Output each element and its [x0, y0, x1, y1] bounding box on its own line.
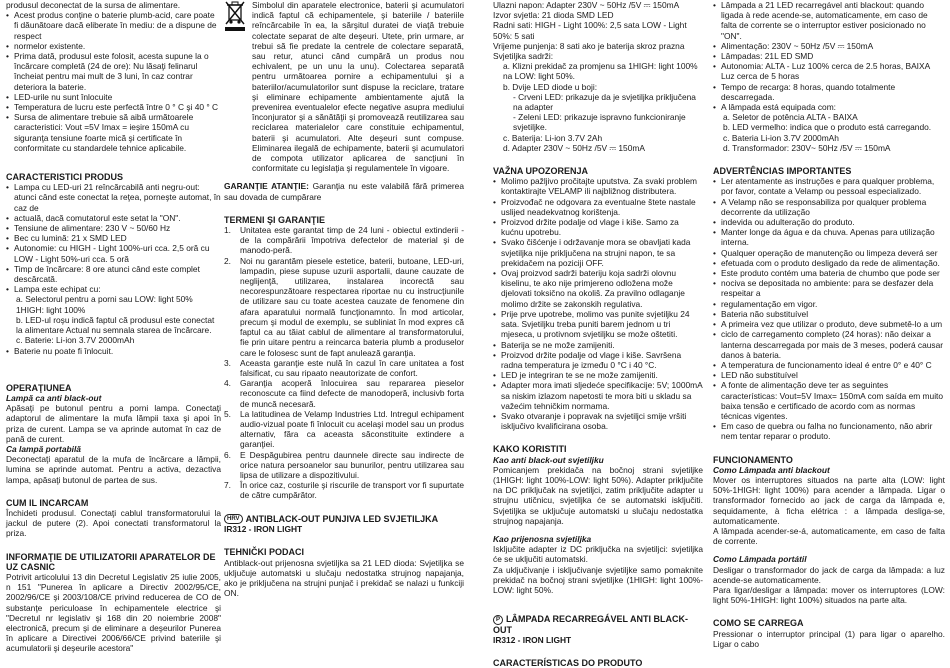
text-line: Izvor svjetla: 21 dioda SMD LED	[493, 10, 614, 21]
product-title: P LÂMPADA RECARREGÁVEL ANTI BLACK-OUT	[493, 614, 689, 635]
warnings-list	[493, 176, 703, 431]
sub-item: c. Bateria Li-ion 3.7V 2000mAh	[723, 132, 839, 143]
warranty-title: GARANŢIE ATANŢIE:	[224, 181, 309, 192]
section-heading: FUNCIONAMENTO	[713, 454, 793, 465]
list-item: • A temperatura de funcionamento ideal é entre 0° e 40° C	[713, 360, 945, 370]
specs-list	[713, 0, 945, 112]
sub-item: c. Baterija: Li-ion 3.7V 2Ah	[503, 132, 603, 143]
sub-item: b. LED vermelho: indica que o produto está carregando.	[723, 122, 932, 133]
language-badge: P	[493, 615, 503, 625]
paragraph: Desligar o transformador do jack de carga da lâmpada: a luz acende-se automaticamente.	[713, 564, 945, 585]
list-item: • Lampa este echipat cu:	[6, 284, 221, 294]
list-item: • Molimo pažljivo pročitajte uputstva. Za svaki problem kontaktirajte VELAMP ili najbližnog distributera.	[493, 176, 703, 196]
list-item: • A Velamp não se responsabiliza por qualquer problema decorrente da utilização	[713, 197, 945, 217]
safety-list	[6, 10, 221, 153]
list-item: • Proizvođač ne odgovara za eventualne štete nastale uslijed neadekvatnog korištenja.	[493, 197, 703, 217]
paragraph: Închideti produsul. Conectaţi cablul transformatorului la jackul de putere (2). Apoi conectati transformatorul la priza.	[6, 507, 221, 539]
list-item: • Baterija se ne može zamijeniti.	[493, 340, 703, 350]
list-item: • Autonomia: ALTA - Luz 100% cerca de 2.5 horas, BAIXA Luz cerca de 5 horas	[713, 61, 945, 81]
list-item: • indevida ou adulteração do produto.	[713, 217, 945, 227]
list-item: • Baterie nu poate fi înlocuit.	[6, 346, 221, 356]
list-item: • Proizvod držite podalje od vlage i kiše. Samo za kućnu upotrebu.	[493, 217, 703, 237]
paragraph: Apăsaţi pe butonul pentru a porni lampa. Conectaţi adaptorul de alimentare la mufa lămpii taxa şi apoi în priza de curent. Lampa se va aprinde automat în caz de pană de curent.	[6, 403, 221, 444]
list-item: • Alimentação: 230V ~ 50Hz /5V ⎓ 150mA	[713, 41, 945, 51]
section-heading: TERMENI ŞI GARANŢIE	[224, 214, 326, 225]
specs-list	[6, 182, 221, 294]
list-item: • Ovaj proizvod sadrži bateriju koja sadrži olovnu kiselinu, te ako nije primjereno odložena može djelovati toksično na okoliš. Za pravilno odlaganje molimo držite se zakonskih regulativa.	[493, 268, 703, 309]
sub-item: - Crveni LED: prikazuje da je svjetiljka priključena na adapter	[513, 91, 696, 113]
language-badge: HRV	[224, 514, 243, 524]
sub-item: - Zeleni LED: prikazuje ispravno funkcioniranje svjetiljke.	[513, 112, 686, 133]
paragraph: Potrivit articolului 13 din Decretul Legislativ 25 iulie 2005, n 151 "Punerea în aplicare a Directiv 2002/95/CE, 2002/96/CE şi 2003/108/CE privind reducerea de CO de substanţe periculoase în echipamentele electrice şi "Decretul nr legislativ şi 168 din 20 noiembrie 2008" electronică, precum şi de eliminare a deşeurilor Punerea în aplicare a Directivei 2006/66/CE privind bateriile şi acumulatorii şi deşeurile acestora"	[6, 571, 221, 654]
section-heading: CARACTERÍSTICAS DO PRODUTO	[493, 658, 643, 668]
paragraph: Simbolul din aparatele electronice, baterii şi acumulatori indică faptul că echipamentele, şi bateriile / bateriile reîncărcabile în ea, la sărşitul duratei de viaţă trebuie colectate separat de alte deşeuri. Utete, prin urmare, ar trebui să fie predate la centrele de colectare separată, sau retur, atunci când cumpără un produs nou echivalent, pe un unu la unu). Colectarea separată pentru următoarea pornire a echipamentului şi a bateriilor/acumulatorilor sunt dispuse la reciclare, tratare şi eliminare echipamente ambientamente ajută la prevenirea eventualelor efecte negative asupra mediului înconjurator şi a sănătăţii şi promovează reutilizarea sau reciclarea materialelor care constituie echipamentul, baterii şi acumulatori. Alte deşeuri sunt compuse. Eliminarea ilegală de echipamente, baterii şi acumulatori de compota utilizator aplicarea de sancţiuni în conformitate cu legislaţia şi regulamentele în vigoare.	[252, 0, 464, 174]
text-line: Ulazni napon: Adapter 230V ~ 50Hz /5V ⎓ 150mA	[493, 0, 680, 10]
list-item: • Sursa de alimentare trebuie să aibă următoarele caracteristici: Vout =5V Imax = ieşire 150mA cu siguranţa tensiune foarte mică şi certificate în conformitate cu standardele tehnice aplicabile.	[6, 112, 221, 153]
warnings-list	[713, 176, 945, 441]
text-line: Radni sati: HIGH - Light 100%: 2,5 sata LOW - Light 50%: 5 sati	[493, 20, 687, 41]
list-item: • Tempo de recarga: 8 horas, quando totalmente descarregada.	[713, 82, 945, 102]
column-romanian-1	[6, 0, 221, 657]
warranty-text: Garanţia nu este valabilă fără primerea sau dovada de cumpărare	[224, 181, 464, 202]
column-portuguese	[713, 0, 945, 657]
list-item: • Lâmpadas: 21L ED SMD	[713, 51, 945, 61]
list-item: • Ler atentamente as instruções e para qualquer problema, por favor, contate a Velamp ou pessoal especializado.	[713, 176, 945, 196]
list-item: • Prima dată, produsul este folosit, acesta supune la o încărcare completă (24 de ore): Nu lăsaţi felinarul încheiat pentru mai mult de 3 luni, în caz contrar deteriora la baterie.	[6, 51, 221, 92]
list-item: • LED não substituível	[713, 370, 945, 380]
list-item: 4. Garanţia acoperă înlocuirea sau repararea pieselor reconoscute ca fiind defecte de manodoperă, inclusivb forta de muncă necesară.	[224, 378, 464, 409]
section-heading: OPERAŢIUNEA	[6, 382, 72, 393]
paragraph: A lâmpada acender-se-á, automaticamente, em caso de falta de corrente.	[713, 525, 945, 547]
subsection-heading: Como Lâmpada anti blackout	[713, 464, 830, 475]
list-item: 3. Aceasta garanţie este nulă în cazul în care unitatea a fost falsificat, cu sau ripaato neautorizate de confort.	[224, 357, 464, 378]
subsection-heading: Kao prijenosna svjetiljka	[493, 533, 592, 544]
list-item: 2. Noi nu garantăm piesele estetice, baterii, butoane, LED-uri, lampadin, piese supuse uzurii asportalii, daune cauzate de neglijenţă, utilizarea, instalarea incorectă sau necorespunzătoare respectarea riportae nu cu instrucţiunile de utilizare sau cu toate acestea cauzate de fenomene din afara aparatului normală funcţionamnto. În mod articolar, precum şi modul de exemplu, se subliniat în mod expres că faptul ca au tăiat cablul de alimentare al transformatorului, fie prin uitare pentru a reincarca bateria plumb a produselor care le folosesc sunt de fapt anulează garanţia.	[224, 255, 464, 358]
product-model: IR312 - IRON LIGHT	[224, 524, 303, 535]
paragraph: Pomicanjem prekidača na bočnoj strani svjetiljke (1HIGH: light 100%-LOW: light 50%). Adapter priključite na DC priključak na svjetiljci, zatim priključite adapter u strujnu utičnicu, svjetiljka će se automatski isključiti. Svjetiljka se uključuje automatski u slučaju nedostatka strujnog napajanja.	[493, 464, 703, 526]
list-item: • actuală, dacă comutatorul este setat la "ON".	[6, 213, 221, 223]
list-item: • Adapter mora imati sljedeće specifikacije: 5V; 1000mA sa niskim izlazom napetosti te mora biti u skladu sa važećim tehničkim normama.	[493, 380, 703, 411]
list-item: 1. Unitatea este garantat timp de 24 luni - obiectul extinderii - de la compărării împotriva defectelor de material şi de manodo-peră.	[224, 225, 464, 256]
list-item: • A fonte de alimentação deve ter as seguintes características: Vout=5V Imax= 150mA com saída em muito baixa tensão e certificado de acordo com as normas técnicas vigentes.	[713, 380, 945, 421]
section-heading: KAKO KORISTITI	[493, 444, 567, 455]
crossed-bin-icon	[224, 0, 246, 173]
list-item: • nociva se depositada no ambiente: para se desfazer dela respeitar a	[713, 278, 945, 298]
subsection-heading: Kao anti black-out svjetiljku	[493, 454, 604, 465]
subsection-heading: Como Lâmpada portátil	[713, 554, 807, 565]
paragraph: Isključite adapter iz DC priključka na svjetiljci: svjetiljka će se uključiti automatski.	[493, 544, 703, 565]
list-item: 5. La latitudinea de Velamp Industries Ltd. Intregul echipament audio-vizual poate fi înlocuit cu acelaşi model sau un produs alternativ, făra ca aceasta săconstituite extindere a garanţiei.	[224, 408, 464, 450]
paragraph: Antiblack-out prijenosna svjetiljka sa 21 LED dioda: Svjetiljka se uključuje automatski u slučaju nedostatka strujnog napajanja, ako je priključena na strujni punjač i prekidač se nalazi u funkciji ON.	[224, 557, 464, 599]
section-heading: VAŽNA UPOZORENJA	[493, 166, 589, 177]
subsection-heading: Ca lampă portabilă	[6, 443, 81, 454]
sub-item: d. Transformador: 230V~ 50Hz /5V ⎓ 150mA	[723, 142, 891, 153]
weee-notice	[224, 0, 464, 173]
list-item: • A primeira vez que utilizar o produto, deve submetê-lo a um	[713, 319, 945, 329]
list-item: • Bateria não substituível	[713, 309, 945, 319]
list-item: • Em caso de quebra ou falha no funcionamento, não abrir nem tentar reparar o produto.	[713, 421, 945, 441]
sub-item: a. Selectorul pentru a porni sau LOW: light 50% 1HIGH: light 100%	[16, 294, 193, 315]
list-item: • normelor existente.	[6, 41, 221, 51]
paragraph: Deconectaţi aparatul de la mufa de încărcare a lămpii, lumina se aprinde automat. Pentru a activa, dezactiva lampa, apăsaţi butonul de partea de sus.	[6, 454, 221, 485]
list-item: • A lâmpada está equipada com:	[713, 102, 945, 112]
list-item: • Timp de încărcare: 8 ore atunci când este complet descărcată.	[6, 264, 221, 284]
list-item: • Autonomie: cu HIGH - Light 100%-uri cca. 2,5 oră cu LOW - Light 50%-uri cca. 5 oră	[6, 243, 221, 263]
warranty-note	[224, 181, 464, 201]
section-heading: TEHNIČKI PODACI	[224, 547, 305, 558]
list-item: • Lampa cu LED-uri 21 reîncărcabilă anti negru-out: atunci când este conectat la reţea, porneşte automat, în caz de	[6, 182, 221, 213]
subsection-heading: Lampă ca anti black-out	[6, 392, 102, 403]
section-heading: INFORMAŢIE DE UTILIZATORII APARATELOR DE UZ CASNIC	[6, 551, 216, 572]
column-romanian-2	[224, 0, 464, 657]
sub-item: b. LED-ul roşu indică faptul că produsul este conectat la alimentare Actual nu semnala starea de încărcare.	[16, 314, 215, 336]
list-item: • ciclo de carregamento completo (24 horas): não deixar a lanterna descarregada por mais de 3 meses, poderá causar danos à bateria.	[713, 329, 945, 360]
list-item: • efetuada com o produto desligado da rede de alimentação.	[713, 258, 945, 268]
terms-list	[224, 225, 464, 500]
specs-list-tail	[6, 346, 221, 356]
paragraph: Mover os interruptores situados na parte alta (LOW: light 50%-1HIGH: light 100%) para acender a lâmpada. Ligar o transformador fornecido ao jack de carga da lâmpada e, sequidamente, à ficha elétrica : a lâmpada desliga-se, automaticamente.	[713, 474, 945, 526]
list-item: • regulamentação em vigor.	[713, 299, 945, 309]
section-heading: CUM IL INCARCAM	[6, 497, 89, 508]
section-heading: ADVERTÊNCIAS IMPORTANTES	[713, 166, 852, 177]
text-line: Vrijeme punjenja: 8 sati ako je baterija skroz prazna	[493, 40, 685, 51]
list-item: • Svako otvaranje i popravak na svjetiljci smije vršiti isključivo kvalificirana osoba.	[493, 411, 703, 431]
sub-item: b. Dvije LED diode u boji:	[503, 81, 598, 92]
list-item: 6. E Despăgubirea pentru daunnele directe sau indirecte de orice natura persoanelor sau bunurilor, pentru utilizarea sau lipsa de utilizare a dispozitivului.	[224, 449, 464, 480]
list-item: • Acest produs conţine o baterie plumb-acid, care poate fi dăunătoare dacă eliberate în mediu: de a dispune de respect	[6, 10, 221, 41]
sub-item: d. Adapter 230V ~ 50Hz /5V ⎓ 150mA	[503, 142, 645, 153]
list-item: • Tensiune de alimentare: 230 V ~ 50/60 Hz	[6, 223, 221, 233]
paragraph: Za uključivanje i isključivanje svjetiljke samo pomaknite prekidač na bočnoj strani svjetiljke (1HIGH: light 100%-LOW: light 50%.	[493, 564, 703, 595]
paragraph: Para ligar/desligar a lâmpada: mover os interruptores (LOW: light 50%-1HIGH: light 100%) situados na parte alta.	[713, 584, 945, 606]
list-item: 7. În orice caz, costurile şi riscurile de transport vor fi supurtate de către cumpărător.	[224, 480, 464, 501]
list-item: • Lâmpada a 21 LED recarregável anti blackout: quando ligada à rede acende-se, automaticamente, em caso de falta de corrente se o interruptor estiver posicionado no "ON".	[713, 0, 945, 41]
list-item: • Proizvod držite podalje od vlage i kiše. Savršena radna temperatura je između 0 °C i 40 °C.	[493, 350, 703, 370]
text-line: Svjetiljka sadrži:	[493, 51, 554, 62]
paragraph: Pressionar o interruptor principal (1) para ligar o aparelho. Ligar o cabo	[713, 628, 945, 649]
list-item: • Temperatura de lucru este perfectă între 0 ° C şi 40 ° C	[6, 102, 221, 112]
sub-item: a. Seletor de potência ALTA - BAIXA	[723, 112, 858, 123]
text-line: produsul deconectat de la sursa de alimentare.	[6, 0, 181, 10]
section-heading: CARACTERISTICI PRODUS	[6, 172, 124, 183]
list-item: • Qualquer operação de manutenção ou limpeza deverá ser	[713, 248, 945, 258]
section-heading: COMO SE CARREGA	[713, 618, 804, 629]
column-croatian	[493, 0, 703, 668]
list-item: • Este produto contém uma bateria de chumbo que pode ser	[713, 268, 945, 278]
list-item: • Bec cu lumină: 21 x SMD LED	[6, 233, 221, 243]
list-item: • LED-urile nu sunt înlocuite	[6, 92, 221, 102]
product-title: HRV ANTIBLACK-OUT PUNJIVA LED SVJETILJKA	[224, 514, 464, 525]
list-item: • Svako čišćenje i održavanje mora se obavljati kada svjetiljka nije priključena na strujni napon, te sa prekidačem na poziciji OFF.	[493, 237, 703, 268]
list-item: • Prije prve upotrebe, molimo vas punite svjetiljku 24 sata. Svjetiljku treba puniti barem jednom u tri mjeseca, u protivnom svjetiljku se može oštetiti.	[493, 309, 703, 340]
product-model: IR312 - IRON LIGHT	[493, 635, 572, 645]
sub-item: a. Klizni prekidač za promjenu sa 1HIGH: light 100% na LOW: light 50%.	[503, 61, 698, 82]
sub-item: c. Baterie: Li-ion 3.7V 2000mAh	[16, 335, 135, 346]
list-item: • Manter longe da água e da chuva. Apenas para utilização interna.	[713, 227, 945, 247]
list-item: • LED je integriran te se ne može zamijeniti.	[493, 370, 703, 380]
